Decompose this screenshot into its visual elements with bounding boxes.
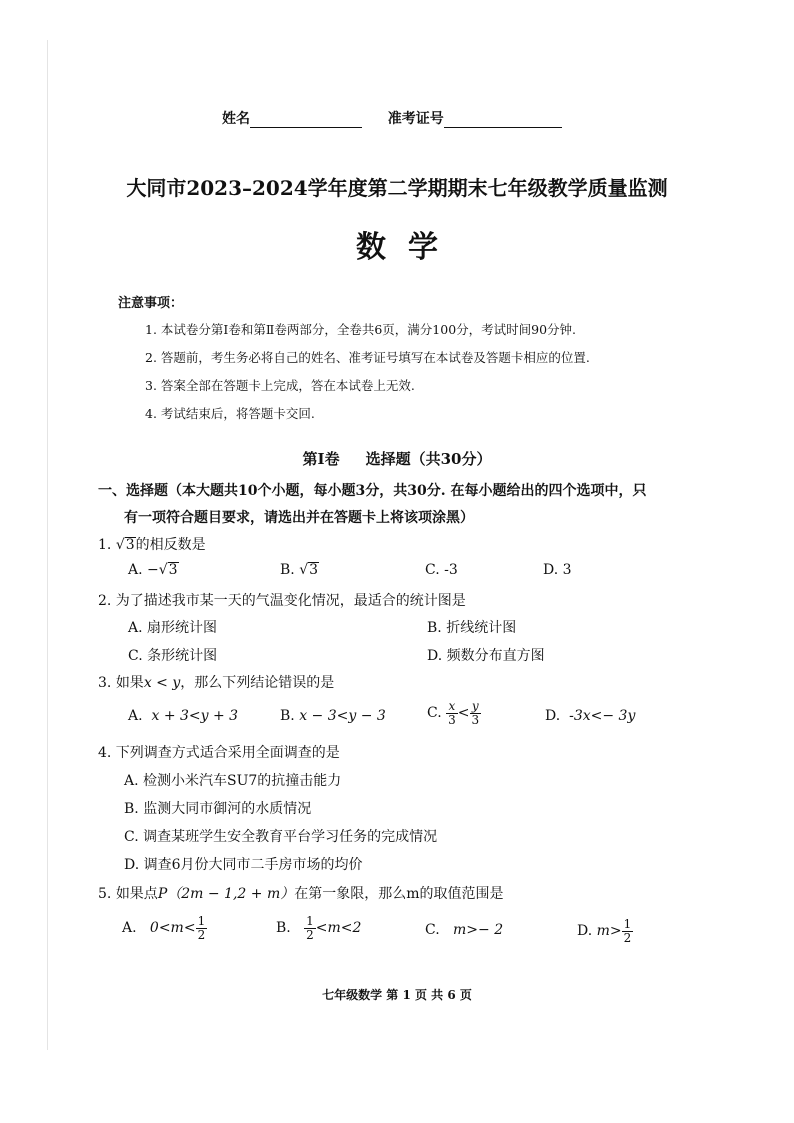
subject-title: 数学	[356, 230, 460, 265]
question-5-option-a: A. 0<m< $\frac{1}{2}$	[122, 914, 206, 942]
fraction: $\frac{1}{2}$	[623, 917, 632, 945]
question-3-option-c: C. $\frac{x}{3}$ < $\frac{y}{3}$	[427, 699, 480, 727]
question-2-option-b: B. 折线统计图	[427, 620, 517, 636]
exam-id-label: 准考证号	[387, 111, 444, 127]
part1-heading	[0, 448, 794, 469]
notice-item: 3. 答案全部在答题卡上完成，答在本试卷上无效.	[145, 378, 415, 393]
notice-item: 4. 考试结束后，将答题卡交回.	[145, 406, 315, 421]
question-1-stem	[98, 534, 206, 554]
question-5-option-d: D. m> $\frac{1}{2}$	[577, 917, 632, 945]
fraction: $\frac{1}{2}$	[197, 914, 206, 942]
question-number: 1.	[98, 537, 112, 553]
question-stem-text: 的相反数是	[135, 537, 206, 553]
question-3-option-b: B. x − 3<y − 3	[280, 708, 386, 724]
condition: x < y	[143, 675, 181, 691]
question-5-option-b: B. $\frac{1}{2}$ <m<2	[276, 914, 362, 942]
page-footer: 七年级数学 第 1 页 共 6 页	[322, 988, 472, 1002]
question-4-option-a: A. 检测小米汽车SU7的抗撞击能力	[124, 773, 342, 789]
question-1-option-b: B. √3	[280, 562, 319, 578]
question-5-option-c: C. m>− 2	[425, 922, 504, 938]
section-instructions-line2: 有一项符合题目要求，请选出并在答题卡上将该项涂黑）	[124, 510, 474, 526]
question-3-stem: 3. 如果x < y，那么下列结论错误的是	[98, 675, 335, 691]
part1-title: 选择题（共30分）	[365, 450, 492, 468]
notice-heading: 注意事项：	[118, 296, 184, 311]
section-instructions-line1: 一、选择题（本大题共10个小题，每小题3分，共30分. 在每小题给出的四个选项中，只	[98, 483, 647, 499]
question-4-stem: 4. 下列调查方式适合采用全面调查的是	[98, 745, 340, 761]
name-label: 姓名	[222, 111, 250, 127]
sqrt-expression: √3	[115, 537, 135, 553]
question-1-option-c: C. -3	[425, 562, 458, 578]
exam-title: 大同市2023–2024学年度第二学期期末七年级教学质量监测	[126, 176, 668, 200]
question-5-stem: 5. 如果点P（2m − 1,2 + m）在第一象限，那么m的取值范围是	[98, 886, 504, 902]
question-number: 3.	[98, 675, 112, 691]
question-3-option-a: A. x + 3<y + 3	[128, 708, 239, 724]
question-number: 5.	[98, 886, 112, 902]
question-4-option-c: C. 调查某班学生安全教育平台学习任务的完成情况	[124, 829, 438, 845]
notice-item: 1. 本试卷分第Ⅰ卷和第Ⅱ卷两部分，全卷共6页，满分100分，考试时间90分钟.	[145, 322, 577, 337]
question-4-option-b: B. 监测大同市御河的水质情况	[124, 801, 312, 817]
fraction: $\frac{x}{3}$	[448, 699, 456, 727]
question-4-option-d: D. 调查6月份大同市二手房市场的均价	[124, 857, 363, 873]
question-2-option-d: D. 频数分布直方图	[427, 648, 545, 664]
notice-item: 2. 答题前，考生务必将自己的姓名、准考证号填写在本试卷及答题卡相应的位置.	[145, 350, 590, 365]
point-expression: P（2m − 1,2 + m）	[157, 886, 295, 902]
candidate-info-line	[222, 108, 562, 128]
sqrt-expression: √3	[158, 562, 178, 578]
question-1-option-a: A. −√3	[128, 562, 178, 578]
exam-id-blank	[444, 112, 562, 128]
sqrt-expression: √3	[299, 562, 319, 578]
question-2-option-a: A. 扇形统计图	[128, 620, 218, 636]
question-2-stem: 2. 为了描述我市某一天的气温变化情况，最适合的统计图是	[98, 593, 466, 609]
question-1-option-d: D. 3	[543, 562, 572, 578]
question-3-option-d: D. -3x<− 3y	[545, 708, 636, 724]
name-blank	[250, 112, 362, 128]
part1-label: 第Ⅰ卷	[302, 450, 340, 468]
question-2-option-c: C. 条形统计图	[128, 648, 218, 664]
fraction: $\frac{1}{2}$	[306, 914, 314, 942]
fraction: $\frac{y}{3}$	[471, 699, 480, 727]
